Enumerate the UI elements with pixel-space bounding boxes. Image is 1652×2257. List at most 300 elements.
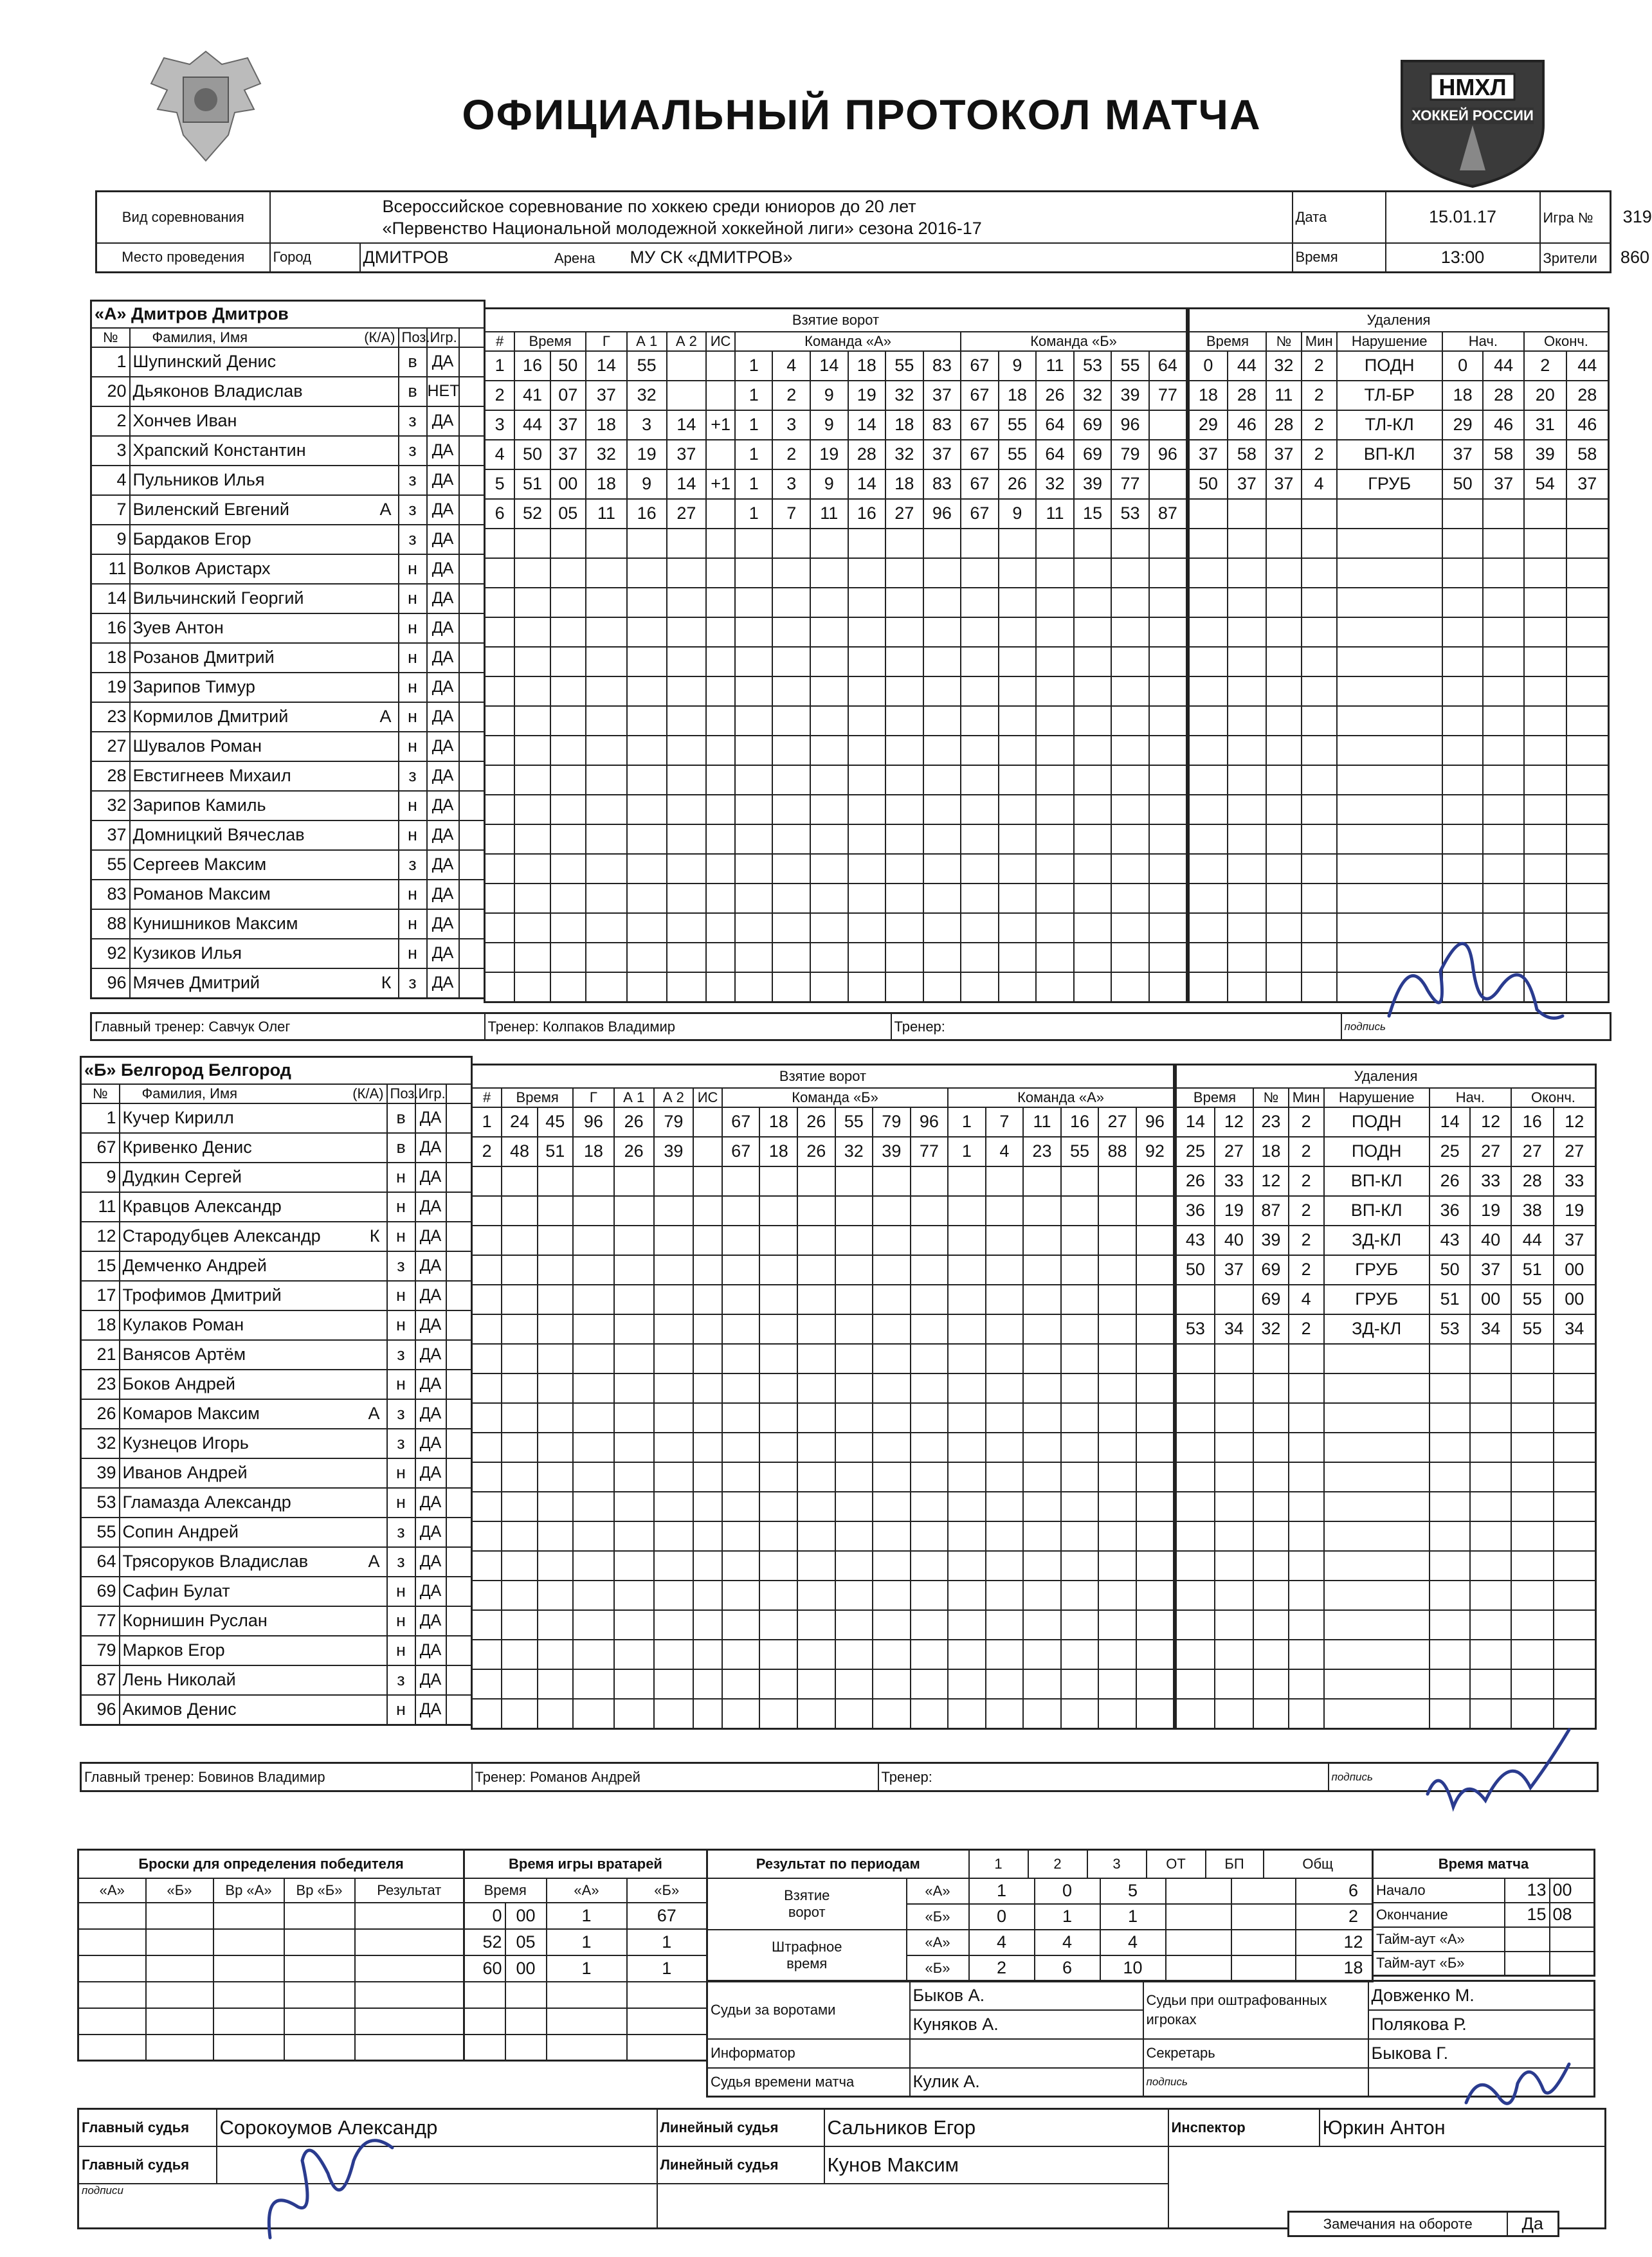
player-name bbox=[130, 554, 399, 584]
goal-cell: 24 bbox=[502, 1107, 537, 1137]
empty-cell bbox=[1023, 1314, 1061, 1344]
empty-cell bbox=[848, 558, 886, 588]
empty-cell bbox=[1061, 1669, 1099, 1699]
team-b-penalties bbox=[1175, 1064, 1597, 1730]
empty-cell bbox=[1074, 617, 1112, 647]
penalty-cell: 28 bbox=[1483, 381, 1524, 410]
penalty-row bbox=[1176, 1462, 1596, 1492]
goal-row bbox=[485, 676, 1187, 706]
player-name bbox=[130, 377, 399, 406]
empty-cell bbox=[735, 913, 773, 943]
goal-cell: 79 bbox=[654, 1107, 694, 1137]
empty-cell bbox=[772, 824, 810, 854]
empty-cell bbox=[654, 1255, 694, 1285]
empty-cell bbox=[502, 1521, 537, 1551]
player-number: 28 bbox=[91, 761, 130, 791]
empty-cell bbox=[1023, 1255, 1061, 1285]
empty-cell bbox=[1215, 1521, 1253, 1551]
empty-cell bbox=[550, 972, 586, 1002]
empty-cell bbox=[873, 1640, 911, 1669]
player-name-text: Дьяконов Владислав bbox=[132, 381, 303, 401]
empty-cell bbox=[948, 1521, 986, 1551]
empty-cell bbox=[759, 1344, 797, 1373]
goalies-title: Время игры вратарей bbox=[464, 1850, 707, 1878]
mt-start-label: Начало bbox=[1373, 1878, 1505, 1903]
empty-cell bbox=[759, 1255, 797, 1285]
empty-cell bbox=[999, 529, 1037, 558]
empty-cell bbox=[1149, 854, 1187, 884]
empty-cell bbox=[735, 676, 773, 706]
player-row bbox=[91, 436, 485, 466]
empty-cell bbox=[693, 1226, 722, 1255]
penalty-cell: 37 bbox=[1566, 469, 1609, 499]
empty-cell bbox=[759, 1166, 797, 1196]
empty-cell bbox=[999, 795, 1037, 824]
penalty-cell: 00 bbox=[1554, 1255, 1596, 1285]
empty-cell bbox=[1566, 529, 1609, 558]
goal-cell: 16 bbox=[1061, 1107, 1099, 1137]
player-name-text: Храпский Константин bbox=[132, 440, 306, 460]
player-played: ДА bbox=[415, 1310, 446, 1340]
empty-cell bbox=[514, 529, 550, 558]
empty-cell bbox=[614, 1166, 654, 1196]
empty-cell bbox=[573, 1699, 614, 1729]
empty-cell bbox=[797, 1521, 835, 1551]
penalty-cell: 55 bbox=[1511, 1285, 1554, 1314]
empty-cell bbox=[1289, 1492, 1324, 1521]
col-name-text: Фамилия, Имя bbox=[152, 329, 248, 345]
empty-cell bbox=[923, 943, 961, 972]
penalty-row bbox=[1176, 1610, 1596, 1640]
empty-cell bbox=[1189, 972, 1228, 1002]
empty-cell bbox=[1023, 1226, 1061, 1255]
empty-cell bbox=[1266, 558, 1302, 588]
empty-cell bbox=[1554, 1610, 1596, 1640]
empty-cell bbox=[1253, 1462, 1289, 1492]
empty-cell bbox=[1136, 1492, 1174, 1521]
player-name bbox=[120, 1518, 387, 1547]
empty-cell bbox=[1430, 1403, 1471, 1433]
empty-cell bbox=[627, 588, 667, 617]
empty-cell bbox=[1266, 795, 1302, 824]
empty-cell bbox=[514, 824, 550, 854]
empty-cell bbox=[1566, 617, 1609, 647]
team-a-goals bbox=[484, 307, 1188, 1003]
empty-cell bbox=[810, 795, 848, 824]
empty-cell bbox=[797, 1640, 835, 1669]
empty-cell bbox=[693, 1462, 722, 1492]
empty-cell bbox=[1442, 529, 1484, 558]
player-position: н bbox=[387, 1458, 415, 1488]
empty-cell bbox=[1511, 1669, 1554, 1699]
team-b-goal-rows bbox=[472, 1107, 1174, 1729]
empty-cell bbox=[1176, 1521, 1215, 1551]
player-extra bbox=[446, 1399, 472, 1429]
penalty-cell: 69 bbox=[1253, 1255, 1289, 1285]
empty-cell bbox=[1289, 1462, 1324, 1492]
empty-cell bbox=[1566, 676, 1609, 706]
empty-cell bbox=[1215, 1344, 1253, 1373]
empty-cell bbox=[1111, 558, 1149, 588]
goal-cell: 69 bbox=[1074, 440, 1112, 469]
gb-team-b: Команда «Б» bbox=[722, 1088, 948, 1107]
empty-cell bbox=[1228, 676, 1266, 706]
penalty-cell: 46 bbox=[1566, 410, 1609, 440]
empty-cell bbox=[1098, 1492, 1136, 1521]
pb-time: Время bbox=[1176, 1088, 1254, 1107]
empty-cell bbox=[810, 913, 848, 943]
empty-cell bbox=[848, 884, 886, 913]
empty-cell bbox=[472, 1521, 502, 1551]
empty-cell bbox=[586, 765, 627, 795]
player-extra bbox=[459, 613, 485, 643]
goal-cell: 32 bbox=[885, 440, 923, 469]
empty-cell bbox=[1074, 706, 1112, 736]
penalty-cell: 26 bbox=[1176, 1166, 1215, 1196]
goal-row bbox=[472, 1255, 1174, 1285]
empty-cell bbox=[1023, 1581, 1061, 1610]
empty-cell bbox=[502, 1196, 537, 1226]
player-name-text: Кузиков Илья bbox=[132, 943, 242, 963]
goal-cell: 83 bbox=[923, 410, 961, 440]
empty-cell bbox=[550, 736, 586, 765]
penalty-cell: 58 bbox=[1483, 440, 1524, 469]
empty-cell bbox=[1566, 854, 1609, 884]
empty-cell bbox=[1554, 1492, 1596, 1521]
empty-cell bbox=[573, 1373, 614, 1403]
empty-cell bbox=[538, 1255, 573, 1285]
penalty-row bbox=[1176, 1137, 1596, 1166]
empty-cell bbox=[1023, 1610, 1061, 1640]
g-a2: А 2 bbox=[667, 332, 707, 351]
player-name-text: Розанов Дмитрий bbox=[132, 648, 275, 667]
player-name bbox=[130, 820, 399, 850]
logo-left bbox=[138, 39, 273, 167]
player-name-text: Сафин Булат bbox=[122, 1581, 230, 1600]
penalty-cell: 12 bbox=[1470, 1107, 1511, 1137]
empty-cell bbox=[573, 1581, 614, 1610]
penalty-cell: 0 bbox=[1442, 351, 1484, 381]
empty-cell bbox=[550, 647, 586, 676]
player-row bbox=[91, 673, 485, 702]
period-value: 10 bbox=[1100, 1956, 1166, 1981]
goal-cell: 87 bbox=[1149, 499, 1187, 529]
empty-cell bbox=[772, 795, 810, 824]
goal-cell: 32 bbox=[1036, 469, 1074, 499]
empty-cell bbox=[1566, 499, 1609, 529]
empty-cell bbox=[759, 1521, 797, 1551]
empty-cell bbox=[502, 1373, 537, 1403]
goal-cell: 5 bbox=[485, 469, 515, 499]
empty-cell bbox=[514, 943, 550, 972]
mt-to-a-m bbox=[1550, 1927, 1595, 1952]
empty-cell bbox=[986, 1492, 1024, 1521]
goal-cell: 3 bbox=[772, 410, 810, 440]
per-pen-a-vals bbox=[969, 1930, 1373, 1955]
empty-cell bbox=[835, 1285, 873, 1314]
player-row bbox=[81, 1281, 472, 1310]
empty-cell bbox=[1566, 765, 1609, 795]
empty-cell bbox=[573, 1255, 614, 1285]
empty-cell bbox=[706, 854, 735, 884]
player-row bbox=[81, 1163, 472, 1192]
empty-cell bbox=[873, 1521, 911, 1551]
empty-cell bbox=[1324, 1521, 1430, 1551]
penalty-row bbox=[1176, 1226, 1596, 1255]
empty-cell bbox=[1470, 1433, 1511, 1462]
goal-row bbox=[485, 943, 1187, 972]
empty-cell bbox=[1470, 1344, 1511, 1373]
player-position: н bbox=[399, 791, 427, 820]
empty-cell bbox=[772, 972, 810, 1002]
empty-cell bbox=[759, 1669, 797, 1699]
goal-row bbox=[485, 854, 1187, 884]
goal-row bbox=[485, 381, 1187, 410]
line-ref-label-2: Линейный судья bbox=[657, 2146, 824, 2184]
empty-cell bbox=[1228, 913, 1266, 943]
empty-cell bbox=[693, 1314, 722, 1344]
penalty-row bbox=[1189, 676, 1609, 706]
player-number: 69 bbox=[81, 1577, 120, 1606]
penalty-row bbox=[1189, 824, 1609, 854]
signature-head-referee bbox=[244, 2122, 412, 2257]
empty-cell bbox=[1036, 884, 1074, 913]
empty-cell bbox=[667, 529, 707, 558]
empty-cell bbox=[627, 943, 667, 972]
player-row bbox=[81, 1606, 472, 1636]
empty-cell bbox=[667, 884, 707, 913]
empty-cell bbox=[1215, 1433, 1253, 1462]
player-played: ДА bbox=[415, 1370, 446, 1399]
player-number: 19 bbox=[91, 673, 130, 702]
empty-cell bbox=[1061, 1521, 1099, 1551]
player-played: ДА bbox=[427, 968, 459, 999]
goal-row bbox=[472, 1433, 1174, 1462]
goal-cell: 1 bbox=[735, 469, 773, 499]
empty-cell bbox=[911, 1285, 949, 1314]
empty-cell bbox=[1149, 943, 1187, 972]
empty-cell bbox=[667, 558, 707, 588]
empty-cell bbox=[514, 676, 550, 706]
empty-cell bbox=[772, 736, 810, 765]
player-name bbox=[120, 1310, 387, 1340]
goal-row bbox=[472, 1610, 1174, 1640]
empty-cell bbox=[550, 913, 586, 943]
city-arena bbox=[360, 243, 1293, 273]
signature-team-a bbox=[1370, 913, 1575, 1042]
empty-cell bbox=[654, 1373, 694, 1403]
player-number: 26 bbox=[81, 1399, 120, 1429]
empty-cell bbox=[1111, 795, 1149, 824]
empty-cell bbox=[1524, 795, 1566, 824]
player-row bbox=[81, 1370, 472, 1399]
player-number: 87 bbox=[81, 1665, 120, 1695]
arena-value: МУ СК «ДМИТРОВ» bbox=[630, 247, 793, 267]
empty-cell bbox=[1253, 1551, 1289, 1581]
player-name-text: Романов Максим bbox=[132, 884, 271, 903]
empty-cell bbox=[485, 765, 515, 795]
empty-cell bbox=[1289, 1581, 1324, 1610]
penalty-row bbox=[1189, 765, 1609, 795]
penalty-row bbox=[1189, 381, 1609, 410]
empty-cell bbox=[550, 884, 586, 913]
empty-cell bbox=[1337, 558, 1442, 588]
player-role: А bbox=[368, 1552, 380, 1571]
empty-cell bbox=[848, 765, 886, 795]
gb-time: Время bbox=[502, 1088, 573, 1107]
period-value: 1 bbox=[1035, 1905, 1100, 1929]
empty-cell bbox=[627, 1982, 707, 2008]
player-number: 14 bbox=[91, 584, 130, 613]
goalie-cell: 1 bbox=[547, 1903, 627, 1929]
penalty-cell: 26 bbox=[1430, 1166, 1471, 1196]
empty-cell bbox=[835, 1581, 873, 1610]
player-extra bbox=[446, 1133, 472, 1163]
empty-cell bbox=[1253, 1669, 1289, 1699]
player-row bbox=[81, 1103, 472, 1133]
empty-cell bbox=[1176, 1492, 1215, 1521]
player-extra bbox=[459, 495, 485, 525]
empty-cell bbox=[1324, 1492, 1430, 1521]
empty-cell bbox=[78, 2035, 146, 2061]
penalty-cell: 2 bbox=[1289, 1226, 1324, 1255]
penalty-cell: 32 bbox=[1253, 1314, 1289, 1344]
empty-cell bbox=[885, 765, 923, 795]
empty-cell bbox=[693, 1344, 722, 1373]
penalty-cell: 16 bbox=[1511, 1107, 1554, 1137]
empty-cell bbox=[759, 1492, 797, 1521]
period-value: 12 bbox=[1296, 1930, 1411, 1955]
empty-cell bbox=[1511, 1610, 1554, 1640]
empty-cell bbox=[999, 824, 1037, 854]
goal-cell: 19 bbox=[848, 381, 886, 410]
goal-cell: 05 bbox=[550, 499, 586, 529]
penalty-cell: ГРУБ bbox=[1324, 1255, 1430, 1285]
empty-cell bbox=[505, 2035, 547, 2061]
empty-cell bbox=[722, 1373, 760, 1403]
player-number: 4 bbox=[91, 466, 130, 495]
penalty-judge-1: Довженко М. bbox=[1368, 1981, 1595, 2010]
penalty-row bbox=[1176, 1669, 1596, 1699]
player-name bbox=[130, 909, 399, 939]
player-number: 9 bbox=[81, 1163, 120, 1192]
empty-cell bbox=[1023, 1433, 1061, 1462]
empty-cell bbox=[1442, 499, 1484, 529]
player-position: н bbox=[387, 1163, 415, 1192]
empty-cell bbox=[1266, 884, 1302, 913]
penalty-cell: 40 bbox=[1215, 1226, 1253, 1255]
empty-cell bbox=[1289, 1669, 1324, 1699]
empty-cell bbox=[485, 795, 515, 824]
empty-cell bbox=[1302, 765, 1337, 795]
empty-cell bbox=[627, 854, 667, 884]
pb-end: Оконч. bbox=[1511, 1088, 1596, 1107]
empty-cell bbox=[810, 617, 848, 647]
penalty-cell: 2 bbox=[1302, 410, 1337, 440]
goal-cell: 26 bbox=[614, 1137, 654, 1166]
empty-cell bbox=[1215, 1669, 1253, 1699]
empty-cell bbox=[810, 943, 848, 972]
empty-cell bbox=[614, 1492, 654, 1521]
empty-cell bbox=[1524, 854, 1566, 884]
goal-row bbox=[472, 1373, 1174, 1403]
goal-cell: 18 bbox=[999, 381, 1037, 410]
period-value bbox=[1166, 1905, 1231, 1929]
player-extra bbox=[459, 968, 485, 999]
player-extra bbox=[459, 850, 485, 880]
goal-row bbox=[472, 1669, 1174, 1699]
empty-cell bbox=[627, 736, 667, 765]
empty-cell bbox=[1470, 1492, 1511, 1521]
penalty-cell: 12 bbox=[1554, 1107, 1596, 1137]
player-extra bbox=[446, 1458, 472, 1488]
empty-cell bbox=[693, 1433, 722, 1462]
player-number: 27 bbox=[91, 732, 130, 761]
empty-cell bbox=[284, 2035, 355, 2061]
empty-cell bbox=[693, 1521, 722, 1551]
goal-cell: 18 bbox=[885, 410, 923, 440]
penalty-row bbox=[1189, 410, 1609, 440]
goal-row bbox=[485, 795, 1187, 824]
empty-cell bbox=[78, 1929, 146, 1955]
goal-row bbox=[472, 1581, 1174, 1610]
goal-cell: 55 bbox=[1061, 1137, 1099, 1166]
per-goals-b-vals bbox=[969, 1904, 1373, 1930]
empty-cell bbox=[1228, 884, 1266, 913]
empty-cell bbox=[1483, 558, 1524, 588]
empty-cell bbox=[885, 676, 923, 706]
empty-cell bbox=[627, 617, 667, 647]
player-extra bbox=[459, 643, 485, 673]
player-row bbox=[91, 850, 485, 880]
player-position: з bbox=[399, 850, 427, 880]
empty-cell bbox=[667, 913, 707, 943]
team-a-players bbox=[91, 347, 485, 999]
empty-cell bbox=[722, 1521, 760, 1551]
empty-cell bbox=[948, 1433, 986, 1462]
empty-cell bbox=[1511, 1462, 1554, 1492]
empty-cell bbox=[722, 1285, 760, 1314]
player-position: н bbox=[399, 732, 427, 761]
empty-cell bbox=[1554, 1433, 1596, 1462]
player-name bbox=[130, 968, 399, 999]
empty-cell bbox=[948, 1196, 986, 1226]
per-col-2: 2 bbox=[1028, 1850, 1087, 1878]
empty-cell bbox=[550, 617, 586, 647]
empty-cell bbox=[573, 1196, 614, 1226]
player-number: 37 bbox=[91, 820, 130, 850]
player-name-text: Мячев Дмитрий bbox=[132, 973, 260, 992]
so-col-a: «А» bbox=[78, 1878, 146, 1903]
penalty-row bbox=[1176, 1521, 1596, 1551]
empty-cell bbox=[911, 1669, 949, 1699]
empty-cell bbox=[1189, 884, 1228, 913]
player-name-text: Демченко Андрей bbox=[122, 1256, 267, 1275]
player-played: ДА bbox=[427, 673, 459, 702]
player-name bbox=[130, 525, 399, 554]
empty-cell bbox=[693, 1403, 722, 1433]
empty-cell bbox=[1136, 1610, 1174, 1640]
empty-cell bbox=[1061, 1640, 1099, 1669]
empty-cell bbox=[1228, 972, 1266, 1002]
empty-cell bbox=[538, 1581, 573, 1610]
empty-cell bbox=[885, 558, 923, 588]
empty-cell bbox=[759, 1433, 797, 1462]
player-position: н bbox=[399, 673, 427, 702]
goal-cell: 96 bbox=[573, 1107, 614, 1137]
empty-cell bbox=[1228, 854, 1266, 884]
empty-cell bbox=[1061, 1196, 1099, 1226]
